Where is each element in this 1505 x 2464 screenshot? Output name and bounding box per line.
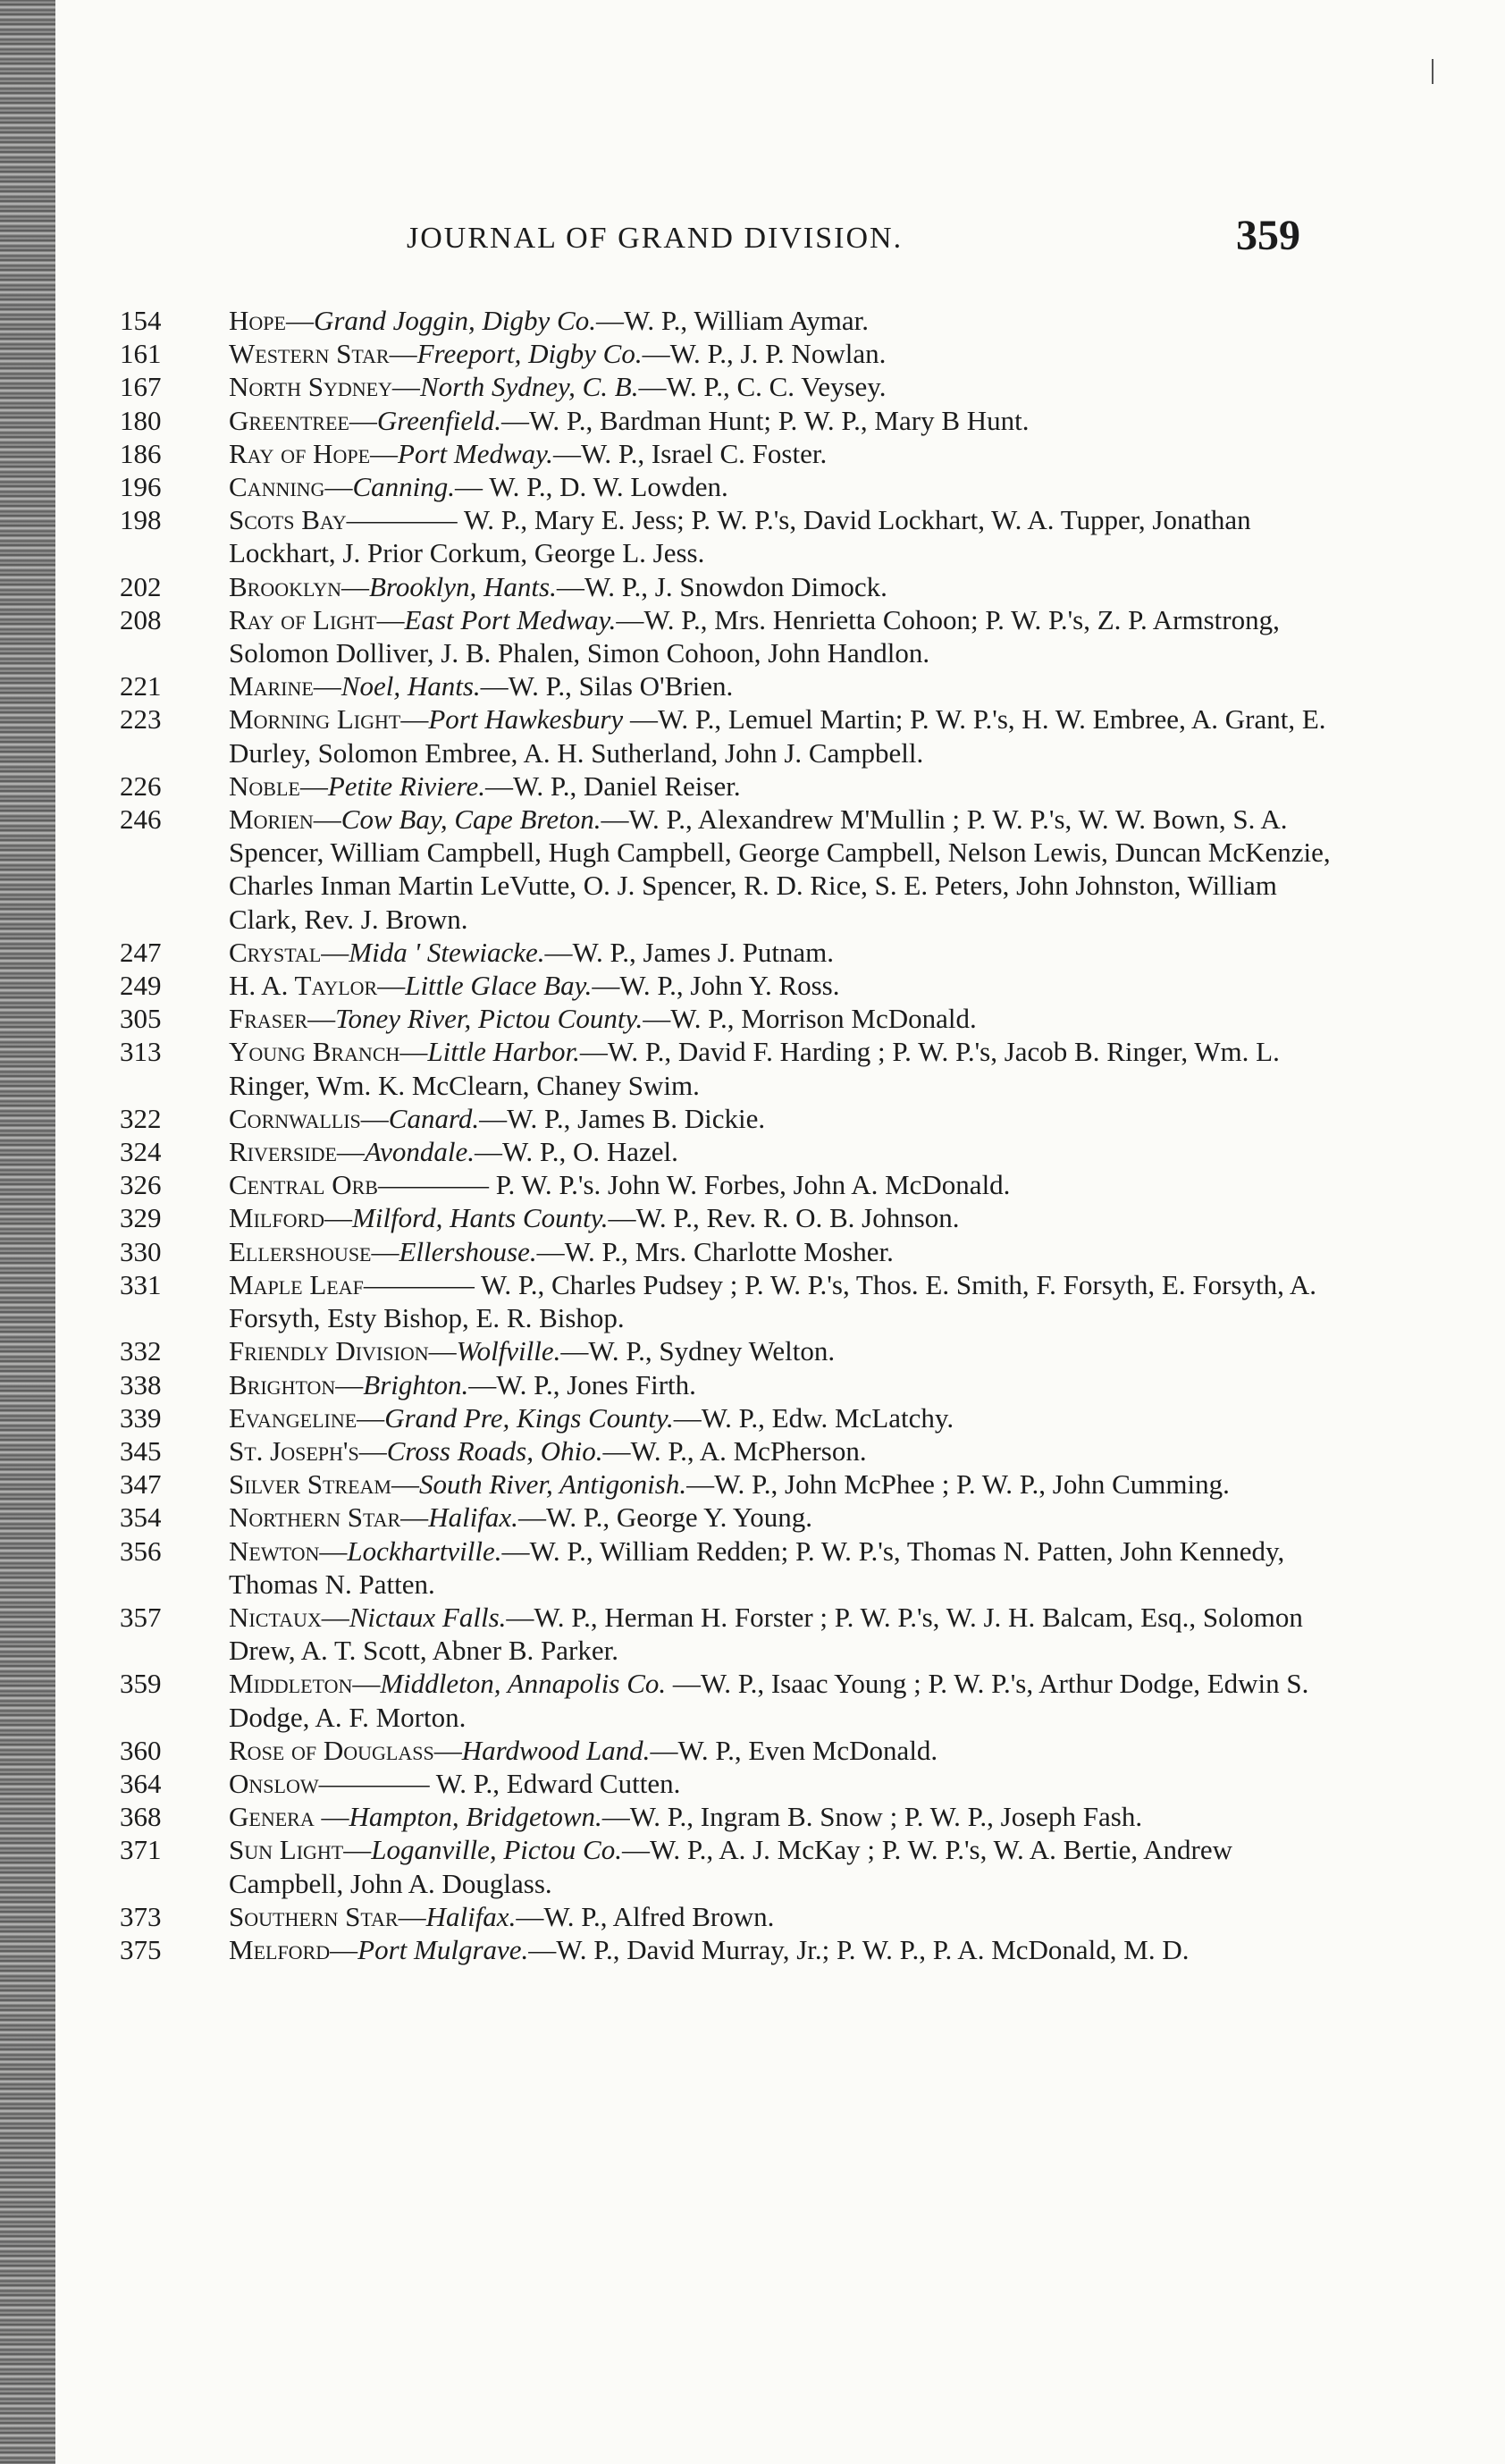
list-item (120, 437, 1335, 470)
division-officers: —W. P., William Redden; P. W. P.'s, Thomas N. Patten, John Kennedy, Thomas N. Patten. (229, 1535, 1285, 1600)
division-number: 249 (120, 970, 162, 1002)
division-location: Grand Pre, Kings County. (384, 1401, 674, 1434)
division-officers: —W. P., Jones Firth. (468, 1368, 696, 1400)
list-item (120, 1800, 1335, 1833)
list-item (120, 1535, 1335, 1601)
division-number: 322 (120, 1102, 162, 1134)
division-officers: —W. P., David Murray, Jr.; P. W. P., P. A. McDonald, M. D. (528, 1933, 1190, 1965)
division-number: 180 (120, 404, 162, 436)
division-location: Hardwood Land. (461, 1734, 651, 1766)
list-item (120, 1767, 1335, 1800)
division-officers: —W. P., James B. Dickie. (479, 1102, 766, 1134)
division-number: 305 (120, 1003, 162, 1035)
division-name: Ray of Hope— (229, 437, 399, 469)
division-number: 161 (120, 338, 162, 370)
division-officers: —W. P., O. Hazel. (475, 1136, 678, 1168)
division-location: Port Medway. (398, 437, 553, 469)
page-number: 359 (1236, 212, 1300, 259)
division-number: 226 (120, 769, 162, 802)
division-officers: ———— W. P., Charles Pudsey ; P. W. P.'s, Thos. E. Smith, F. Forsyth, E. Forsyth, A. Forsyth, Esty Bishop, E. R. Bishop. (229, 1268, 1317, 1334)
division-location: Port Mulgrave. (357, 1933, 529, 1965)
list-item (120, 304, 1335, 337)
division-location: Toney River, Pictou County. (335, 1003, 643, 1035)
division-name: Riverside— (229, 1136, 365, 1168)
division-name: Evangeline— (229, 1401, 385, 1434)
page-binding-edge (0, 0, 55, 2464)
division-location: South River, Antigonish. (418, 1468, 687, 1501)
division-officers: —W. P., James J. Putnam. (544, 936, 835, 968)
division-name: H. A. Taylor— (229, 970, 406, 1002)
list-item (120, 1667, 1335, 1733)
division-number: 330 (120, 1235, 162, 1267)
division-location: Middleton, Annapolis Co. (380, 1668, 667, 1700)
list-item (120, 370, 1335, 403)
division-location: Canning. (352, 471, 455, 503)
division-officers: —W. P., John Y. Ross. (592, 970, 840, 1002)
division-location: Brighton. (363, 1368, 469, 1400)
running-title: JOURNAL OF GRAND DIVISION. (407, 222, 904, 255)
division-officers: —W. P., Mrs. Henrietta Cohoon; P. W. P.'s, Z. P. Armstrong, Solomon Dolliver, J. B. Phalen, Simon Cohoon, John Handlon. (229, 603, 1280, 669)
list-item (120, 1501, 1335, 1534)
division-officers: —W. P., Alfred Brown. (516, 1900, 775, 1932)
list-item (120, 702, 1335, 769)
division-number: 208 (120, 603, 162, 635)
division-officers: — W. P., D. W. Lowden. (455, 471, 728, 503)
division-number: 345 (120, 1434, 162, 1467)
division-location: Petite Riviere. (327, 769, 485, 802)
list-item (120, 1035, 1335, 1101)
division-name: Milford— (229, 1202, 353, 1234)
list-item (120, 1135, 1335, 1168)
division-number: 313 (120, 1036, 162, 1068)
list-item (120, 1168, 1335, 1201)
division-location: Little Glace Bay. (405, 970, 593, 1002)
division-officers: —W. P., J. Snowdon Dimock. (556, 570, 887, 602)
division-location: Loganville, Pictou Co. (371, 1834, 622, 1866)
division-number: 331 (120, 1268, 162, 1300)
division-location: Lockhartville. (347, 1535, 502, 1567)
division-number: 186 (120, 437, 162, 469)
list-item (120, 1268, 1335, 1334)
division-name: Sun Light— (229, 1834, 372, 1866)
division-number: 364 (120, 1767, 162, 1799)
division-location: Ellershouse. (399, 1235, 537, 1267)
division-name: Onslow (229, 1767, 319, 1799)
division-name: St. Joseph's— (229, 1434, 387, 1467)
division-name: Southern Star— (229, 1900, 426, 1932)
division-number: 326 (120, 1169, 162, 1201)
division-number: 339 (120, 1401, 162, 1434)
division-name: Marine— (229, 670, 341, 702)
division-officers: —W. P., Rev. R. O. B. Johnson. (608, 1202, 960, 1234)
list-item (120, 1734, 1335, 1767)
list-item (120, 669, 1335, 702)
list-item (120, 1933, 1335, 1966)
list-item (120, 969, 1335, 1002)
division-number: 154 (120, 305, 162, 336)
division-number: 246 (120, 803, 162, 836)
division-number: 196 (120, 471, 162, 503)
division-location: Little Harbor. (427, 1036, 580, 1068)
list-item (120, 936, 1335, 969)
division-name: Genera — (229, 1801, 349, 1833)
division-number: 360 (120, 1734, 162, 1766)
division-number: 167 (120, 371, 162, 403)
division-name: Morning Light— (229, 703, 429, 736)
division-officers: —W. P., Sydney Welton. (560, 1335, 836, 1367)
division-number: 354 (120, 1501, 162, 1534)
division-officers: ———— P. W. P.'s. John W. Forbes, John A. McDonald. (377, 1169, 1011, 1201)
division-name: Cornwallis— (229, 1102, 389, 1134)
list-item (120, 1235, 1335, 1268)
division-name: Central Orb (229, 1169, 378, 1201)
division-location: Halifax. (428, 1501, 518, 1534)
division-officers: —W. P., J. P. Nowlan. (642, 338, 887, 370)
list-item (120, 1401, 1335, 1434)
division-number: 332 (120, 1335, 162, 1367)
division-location: Mida ' Stewiacke. (349, 936, 545, 968)
division-location: Canard. (388, 1102, 480, 1134)
division-location: Cow Bay, Cape Breton. (341, 803, 601, 836)
division-officers: —W. P., Ingram B. Snow ; P. W. P., Joseph Fash. (601, 1801, 1143, 1833)
division-officers: —W. P., William Aymar. (595, 305, 870, 336)
division-number: 347 (120, 1468, 162, 1501)
division-officers: —W. P., A. McPherson. (602, 1434, 867, 1467)
division-list (120, 304, 1335, 1966)
division-location: Brooklyn, Hants. (369, 570, 557, 602)
list-item (120, 1900, 1335, 1933)
division-name: Morien— (229, 803, 341, 836)
division-location: Avondale. (364, 1136, 475, 1168)
division-officers: —W. P., Mrs. Charlotte Mosher. (536, 1235, 894, 1267)
list-item (120, 470, 1335, 503)
division-location: Noel, Hants. (341, 670, 481, 702)
division-name: Northern Star— (229, 1501, 429, 1534)
page-header (407, 211, 1300, 265)
list-item (120, 1601, 1335, 1667)
division-number: 223 (120, 703, 162, 736)
division-location: Freeport, Digby Co. (416, 338, 643, 370)
list-item (120, 1334, 1335, 1367)
division-officers: —W. P., Even McDonald. (650, 1734, 938, 1766)
division-name: Melford— (229, 1933, 358, 1965)
division-number: 329 (120, 1202, 162, 1234)
division-location: Nictaux Falls. (349, 1601, 507, 1633)
division-name: Scots Bay (229, 504, 347, 536)
division-name: Young Branch— (229, 1036, 428, 1068)
division-officers: —W. P., A. J. McKay ; P. W. P.'s, W. A. Bertie, Andrew Campbell, John A. Douglass. (229, 1834, 1233, 1899)
division-officers: —W. P., Silas O'Brien. (480, 670, 734, 702)
list-item (120, 1833, 1335, 1899)
list-item (120, 1368, 1335, 1401)
list-item (120, 1002, 1335, 1035)
division-officers: —W. P., C. C. Veysey. (638, 371, 887, 403)
division-number: 221 (120, 670, 162, 702)
division-name: Silver Stream— (229, 1468, 419, 1501)
list-item (120, 1467, 1335, 1501)
list-item (120, 570, 1335, 603)
division-name: Greentree— (229, 404, 377, 436)
division-location: Cross Roads, Ohio. (386, 1434, 603, 1467)
division-name: Newton— (229, 1535, 348, 1567)
list-item (120, 603, 1335, 669)
division-officers: —W. P., Morrison McDonald. (643, 1003, 977, 1035)
division-officers: —W. P., Edw. McLatchy. (673, 1401, 954, 1434)
division-location: Port Hawkesbury (428, 703, 624, 736)
division-number: 375 (120, 1933, 162, 1965)
division-officers: —W. P., Israel C. Foster. (552, 437, 828, 469)
division-officers: ———— W. P., Edward Cutten. (318, 1767, 681, 1799)
list-item (120, 1434, 1335, 1467)
division-number: 324 (120, 1136, 162, 1168)
division-name: Crystal— (229, 936, 349, 968)
list-item (120, 337, 1335, 370)
division-officers: ———— W. P., Mary E. Jess; P. W. P.'s, David Lockhart, W. A. Tupper, Jonathan Lockhart, J. Prior Corkum, George L. Jess. (229, 504, 1251, 569)
division-number: 356 (120, 1535, 162, 1567)
division-number: 357 (120, 1601, 162, 1633)
margin-mark (1432, 59, 1434, 84)
division-name: Fraser— (229, 1003, 336, 1035)
division-name: Canning— (229, 471, 353, 503)
division-name: Ellershouse— (229, 1235, 399, 1267)
list-item (120, 1201, 1335, 1234)
division-name: Western Star— (229, 338, 417, 370)
list-item (120, 803, 1335, 936)
division-name: Hope— (229, 305, 314, 336)
list-item (120, 1102, 1335, 1135)
division-officers: —W. P., Isaac Young ; P. W. P.'s, Arthur Dodge, Edwin S. Dodge, A. F. Morton. (229, 1668, 1309, 1733)
division-location: Milford, Hants County. (352, 1202, 609, 1234)
division-officers: —W. P., John McPhee ; P. W. P., John Cumming. (686, 1468, 1230, 1501)
division-location: North Sydney, C. B. (419, 371, 639, 403)
division-officers: —W. P., Lemuel Martin; P. W. P.'s, H. W. Embree, A. Grant, E. Durley, Solomon Embree, A. H. Sutherland, John J. Campbell. (229, 703, 1326, 769)
division-name: Middleton— (229, 1668, 381, 1700)
division-location: Greenfield. (376, 404, 501, 436)
division-name: Ray of Light— (229, 603, 405, 635)
division-officers: —W. P., George Y. Young. (517, 1501, 812, 1534)
division-location: Hampton, Bridgetown. (349, 1801, 602, 1833)
division-location: Wolfville. (456, 1335, 561, 1367)
division-number: 373 (120, 1900, 162, 1932)
division-name: Brighton— (229, 1368, 364, 1400)
list-item (120, 503, 1335, 569)
division-location: Grand Joggin, Digby Co. (313, 305, 596, 336)
division-location: East Port Medway. (404, 603, 617, 635)
division-number: 202 (120, 570, 162, 602)
division-number: 368 (120, 1801, 162, 1833)
division-number: 198 (120, 504, 162, 536)
list-item (120, 769, 1335, 803)
division-officers: —W. P., Alexandrew M'Mullin ; P. W. P.'s, W. W. Bown, S. A. Spencer, William Campbell, Hugh Campbell, George Campbell, Nelson Lewis, Duncan McKenzie, Charles Inman Martin LeVutte, O. J. Spencer, R. D. Rice, S. E. Peters, John Johnston, William Clark, Rev. J. Brown. (229, 803, 1331, 935)
division-officers: —W. P., David F. Harding ; P. W. P.'s, Jacob B. Ringer, Wm. L. Ringer, Wm. K. McClearn, Chaney Swim. (229, 1036, 1280, 1101)
division-name: Maple Leaf (229, 1268, 364, 1300)
division-officers: —W. P., Bardman Hunt; P. W. P., Mary B Hunt. (501, 404, 1030, 436)
division-name: Brooklyn— (229, 570, 370, 602)
division-name: North Sydney— (229, 371, 420, 403)
division-number: 371 (120, 1834, 162, 1866)
division-name: Friendly Division— (229, 1335, 457, 1367)
division-officers: —W. P., Daniel Reiser. (484, 769, 741, 802)
division-name: Noble— (229, 769, 328, 802)
division-number: 247 (120, 936, 162, 968)
division-officers: —W. P., Herman H. Forster ; P. W. P.'s, W. J. H. Balcam, Esq., Solomon Drew, A. T. Scott, Abner B. Parker. (229, 1601, 1303, 1667)
list-item (120, 404, 1335, 437)
division-location: Halifax. (425, 1900, 517, 1932)
division-name: Nictaux— (229, 1601, 349, 1633)
division-name: Rose of Douglass— (229, 1734, 462, 1766)
division-number: 359 (120, 1668, 162, 1700)
division-number: 338 (120, 1368, 162, 1400)
